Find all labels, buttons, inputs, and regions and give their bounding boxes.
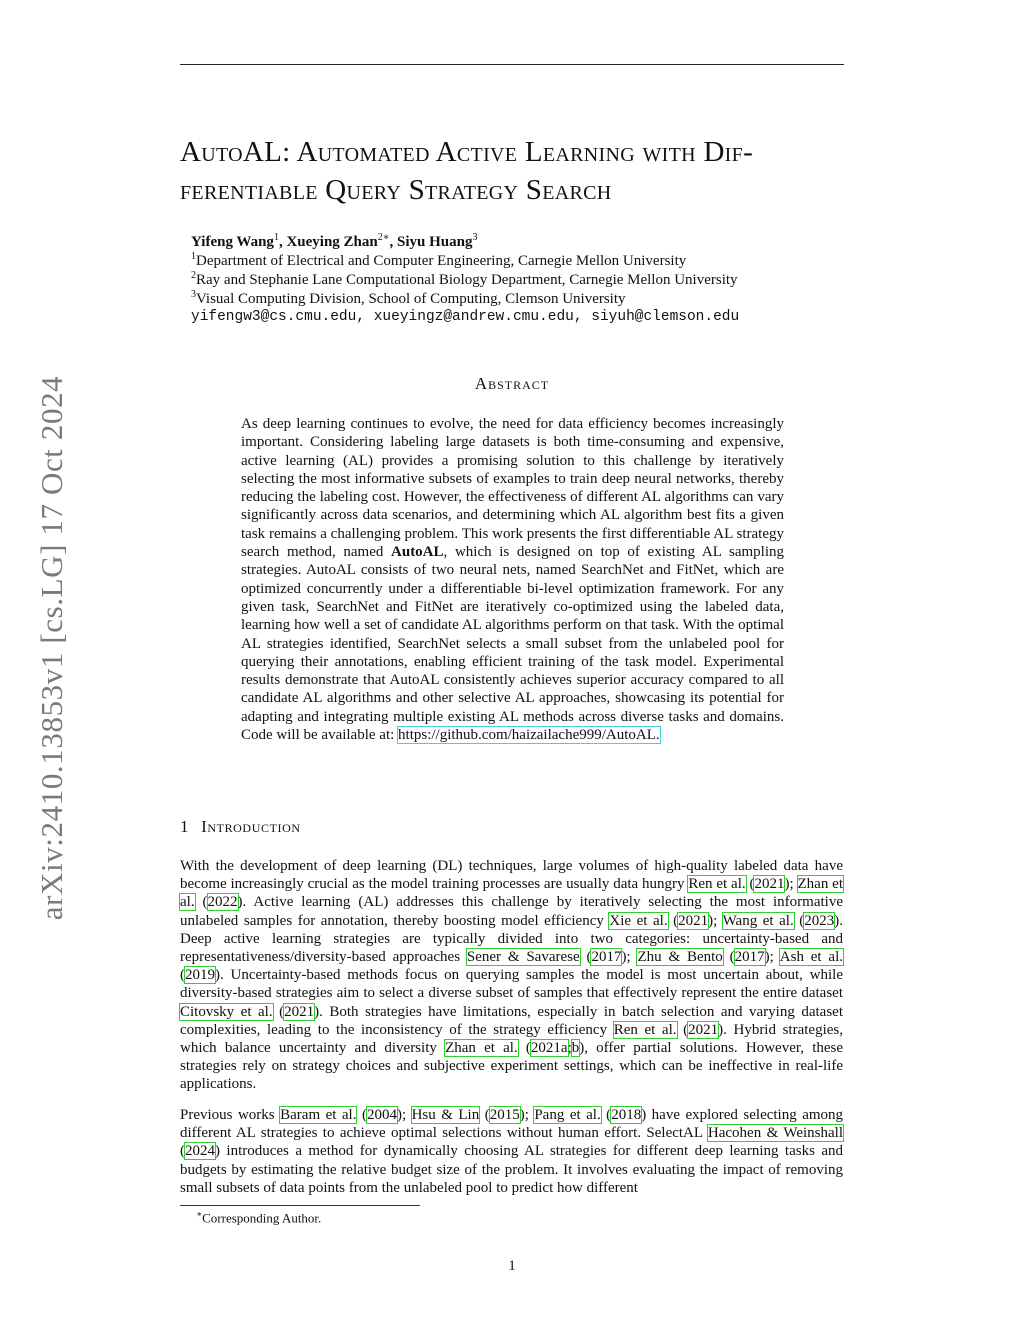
citation-link[interactable]: 2017 [734,949,765,966]
citation-link[interactable]: Ash et al. [779,949,843,966]
citation-link[interactable]: 2021 [754,876,785,893]
citation-link[interactable]: 2021 [678,912,709,929]
affiliation-mark: 2 [191,270,196,281]
citation-link[interactable]: 2019 [185,967,215,984]
paragraph-text: ( [600,1107,612,1123]
paragraph-text: Previous works [180,1107,281,1123]
paragraph-text: With the development of deep learning (DL) techniques, large volumes of high-quality labeled data have become increasingly crucial as the model training processes are usually data hungry [180,858,843,893]
paragraph-text: ). Uncertainty-based methods focus on querying samples the model is most uncertain about, while diversity-based strategies aim to select a diverse subset of samples that effectively represent the entire dataset [180,967,843,1002]
citation-link[interactable]: 2023 [804,912,835,929]
citation-link[interactable]: Hsu & Lin [411,1107,480,1123]
page-number: 1 [508,1258,516,1274]
method-name: AutoAL [391,544,444,561]
top-rule [180,64,844,65]
citation-link[interactable]: 2004 [366,1107,397,1123]
affiliation-3 [191,289,626,308]
citation-link[interactable]: Xie et al. [609,912,668,929]
citation-link[interactable]: Ren et al. [613,1021,677,1038]
affiliation-text: Visual Computing Division, School of Computing, Clemson University [196,291,626,307]
section-title: Introduction [201,817,301,836]
abstract-heading: Abstract [474,374,550,393]
citation-link[interactable]: Zhu & Bento [637,949,723,966]
abstract-text: As deep learning continues to evolve, the need for data efficiency becomes increasingly important. Considering labeling large datasets is both time-consuming and expensive, active learning (AL) provides a promising solution to this challenge by iteratively selecting the most informative subsets of examples to train deep neural networks, thereby reducing the labeling cost. However, the effectiveness of different AL algorithms can vary significantly across data scenarios, and determining which AL algorithm best fits a given task remains a challenging problem. This work presents the first differentiable AL strategy search method, named [241,416,784,561]
citation-link[interactable]: 2015 [489,1107,520,1123]
paragraph-text: ). Deep active learning strategies are typically divided into two categories: uncertainty-based and representativeness/diversity-based approaches [180,912,843,966]
citation-link[interactable]: 2024 [185,1143,215,1160]
paragraph-text: ( [180,1143,185,1160]
affiliation-text: Department of Electrical and Computer Engineering, Carnegie Mellon University [196,253,687,269]
citation-link[interactable]: Ren et al. [688,876,746,893]
title-line-1: AutoAL: Automated Active Learning with Dif- [180,136,754,168]
paragraph-text: ); [764,949,780,966]
affiliation-2 [191,270,738,289]
citation-link[interactable]: 2018 [611,1107,642,1123]
affiliation-mark: 1 [191,251,196,262]
footnote-mark: ∗ [196,1209,203,1219]
code-link[interactable]: https://github.com/haizailache999/AutoAL. [398,727,660,744]
footnote [196,1209,321,1226]
author-name: Xueying Zhan [286,234,378,250]
arxiv-id: arXiv:2410.13853v1 [cs.LG] 17 Oct 2024 [34,375,69,921]
paragraph-text: ) have explored selecting among different AL strategies to achieve optimal selections without human effort. SelectAL [180,1107,844,1142]
paragraph-text: ( [194,894,208,911]
title-line-2: ferentiable Query Strategy Search [180,174,612,206]
paragraph-text: ( [356,1107,367,1123]
section-heading [180,817,301,837]
intro-paragraph-1 [180,857,843,1094]
citation-link[interactable]: 2017 [591,949,622,966]
paragraph-text: ); [396,1107,412,1123]
paragraph-text: ). Hybrid strategies, which balance uncertainty and diversity [180,1021,843,1057]
paragraph-text: ) introduces a method for dynamically choosing AL strategies for different deep learning tasks and budgets by estimating the relative budget size of the problem. It involves evaluating the impact of removing small subsets of data points from the unlabeled pool to predict how different [180,1143,843,1196]
footnote-text: Corresponding Author. [202,1210,322,1226]
affiliation-text: Ray and Stephanie Lane Computational Biology Department, Carnegie Mellon University [196,272,738,288]
paragraph-text: ), offer partial solutions. However, these strategies rely on strategy choices and subjective experiment settings, which can be ineffective in real-life applications. [180,1040,844,1093]
author-list: Yifeng Wang$^1$, Xueying Zhan$^{2∗}$, Siyu Huang$^3$ [191,232,478,250]
paragraph-text: ( [579,949,592,966]
citation-link[interactable]: 2022 [207,894,238,911]
paragraph-text: ( [793,912,805,929]
author-mark: 2∗ [377,232,390,243]
abstract-body [241,415,784,744]
citation-link[interactable]: Pang et al. [534,1107,601,1123]
citation-link[interactable]: Hacohen & Weinshall [707,1125,843,1142]
paragraph-text: ; [567,1040,572,1057]
citation-link[interactable]: Wang et al. [722,912,794,929]
citation-link[interactable]: Zhan et al. [445,1040,518,1057]
paragraph-text: ( [722,949,735,966]
affiliation-1 [191,251,686,270]
author-name: Siyu Huang [397,234,473,250]
paragraph-text: ( [272,1003,285,1020]
paragraph-text: ). Both strategies have limitations, especially in batch selection and varying dataset complexities, leading to the inconsistency of the strategy efficiency [180,1003,843,1038]
author-emails: yifengw3@cs.cmu.edu, xueyingz@andrew.cmu.edu, siyuh@clemson.edu [191,309,740,325]
paragraph-text: ( [180,967,185,984]
author-mark: 1 [273,232,279,243]
citation-link[interactable]: 2021 [688,1021,719,1038]
citation-link[interactable]: 2021a [530,1040,568,1057]
paragraph-text: ( [676,1021,689,1038]
paragraph-text: ( [745,876,755,893]
paragraph-text: ); [784,876,798,893]
abstract-text: , which is designed on top of existing AL sampling strategies. AutoAL consists of two neural nets, named SearchNet and FitNet, which are optimized concurrently under a differentiable bi-level optimization framework. For any given task, SearchNet and FitNet are iteratively co-optimized using the labeled data, learning how well a set of candidate AL algorithms perform on that task. With the optimal AL strategies identified, SearchNet selects a small subset from the unlabeled pool for querying their annotations, enabling efficient training of the task model. Experimental results demonstrate that AutoAL consistently achieves superior accuracy compared to all candidate AL algorithms and other selective AL approaches, showcasing its potential for adapting and integrating multiple existing AL methods across diverse tasks and domains. Code will be available at: [241,544,784,744]
citation-link[interactable]: 2021 [284,1003,315,1020]
affiliation-mark: 3 [191,289,196,300]
paragraph-text: ( [667,912,679,929]
citation-link[interactable]: Citovsky et al. [180,1003,273,1020]
paper-title [180,133,860,209]
paragraph-text: ); [708,912,723,929]
citation-link[interactable]: b [571,1040,580,1057]
intro-paragraph-2 [180,1106,843,1197]
citation-link[interactable]: Zhan et al. [180,876,843,911]
citation-link[interactable]: Baram et al. [280,1107,357,1123]
paragraph-text: ). Active learning (AL) addresses this challenge by iteratively selecting the most informative unlabeled samples for annotation, thereby boosting model efficiency [180,894,843,929]
paragraph-text: ); [519,1107,535,1123]
paragraph-text: ); [621,949,638,966]
section-number: 1 [180,817,190,836]
paragraph-text: ( [517,1040,531,1057]
author-mark: 3 [472,232,478,243]
footnote-rule [180,1205,420,1206]
paragraph-text: ( [479,1107,490,1123]
author-name: Yifeng Wang [191,234,274,250]
citation-link[interactable]: Sener & Savarese [466,949,580,966]
